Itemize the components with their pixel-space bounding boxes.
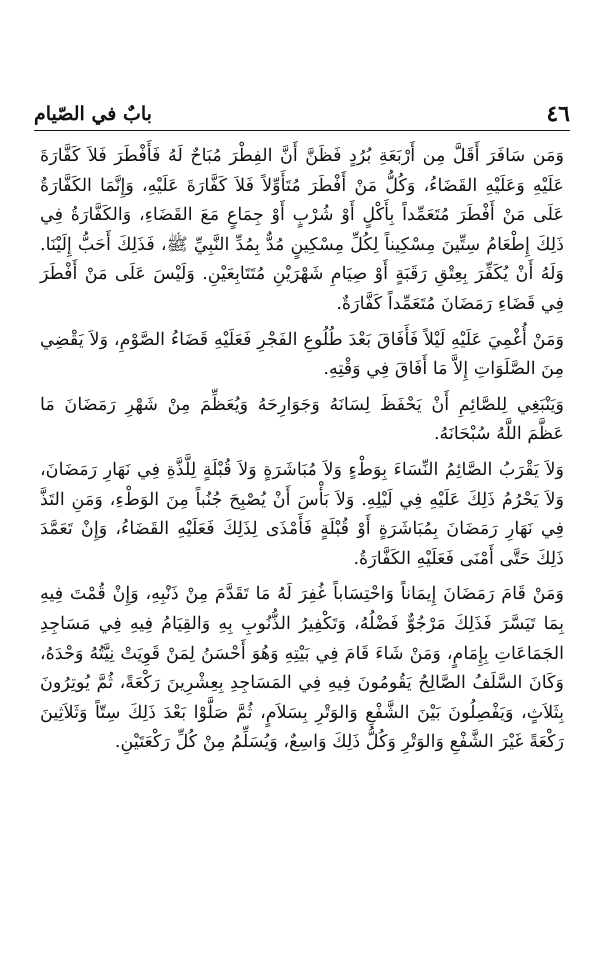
paragraph-guarding-tongue: وَيَنْبَغِي لِلصَّائِمِ أَنْ يَحْفَظَ لِسَانَهُ وَجَوَارِحَهُ وَيُعَظِّمَ مِنْ شَهْرِ رَمَضَانَ مَا عَظَّمَ اللَّهُ سُبْحَانَهُ.	[40, 394, 564, 445]
paragraph-unconscious: وَمَنْ أُغْمِيَ عَلَيْهِ لَيْلاً فَأَفَاقَ بَعْدَ طُلُوعِ الفَجْرِ فَعَلَيْهِ قَضَاءُ الصَّوْمِ، وَلاَ يَقْضِي مِنَ الصَّلَوَاتِ إِلاَّ مَا أَفَاقَ فِي وَقْتِهِ.	[40, 329, 564, 380]
paragraph-intimacy: وَلاَ يَقْرَبُ الصَّائِمُ النِّسَاءَ بِوَطْءٍ وَلاَ مُبَاشَرَةٍ وَلاَ قُبْلَةٍ لِلَّذَّةِ فِي نَهَارِ رَمَضَانَ، وَلاَ يَحْرُمُ ذَلِكَ عَلَيْهِ فِي لَيْلِهِ. وَلاَ بَأْسَ أَنْ يُصْبِحَ جُنُباً مِنَ الوَطْءِ، وَمَنِ التَذَّ فِي نَهَارِ رَمَضَانَ بِمُبَاشَرَةٍ أَوْ قُبْلَةٍ فَأَمْذَى لِذَلِكَ فَعَلَيْهِ القَضَاءُ، وَإِنْ تَعَمَّدَ ذَلِكَ حَتَّى أَمْنَى فَعَلَيْهِ الكَفَّارَةُ.	[40, 459, 564, 569]
body-text	[40, 142, 564, 764]
page-number: ٤٦	[546, 101, 570, 127]
paragraph-fasting-expiation: وَمَن سَافَرَ أَقَلَّ مِن أَرْبَعَةِ بُرُدٍ فَظَنَّ أَنَّ الفِطْرَ مُبَاحٌ لَهُ فَأَفْطَرَ فَلاَ كَفَّارَةَ عَلَيْهِ وَعَلَيْهِ القَضَاءُ، وَكُلُّ مَنْ أَفْطَرَ مُتَأَوِّلاً فَلاَ كَفَّارَةَ عَلَيْهِ، وَإِنَّمَا الكَفَّارَةُ عَلَى مَنْ أَفْطَرَ مُتَعَمِّداً بِأَكْلٍ أَوْ شُرْبٍ أَوْ جِمَاعٍ مَعَ القَضَاءِ، وَالكَفَّارَةُ فِي ذَلِكَ إِطْعَامُ سِتِّينَ مِسْكِيناً لِكُلِّ مِسْكِينٍ مُدٌّ بِمُدِّ النَّبِيِّ ﷺ، فَذَلِكَ أَحَبُّ إِلَيْنَا. وَلَهُ أَنْ يُكَفِّرَ بِعِتْقِ رَقَبَةٍ أَوْ صِيَامِ شَهْرَيْنِ مُتَتَابِعَيْنِ. وَلَيْسَ عَلَى مَنْ أَفْطَرَ فِي قَضَاءِ رَمَضَانَ مُتَعَمِّداً كَفَّارَةٌ.	[40, 146, 564, 314]
running-title: بابٌ في الصّيام	[34, 103, 152, 125]
paragraph-night-prayer: وَمَنْ قَامَ رَمَضَانَ إِيمَاناً وَاحْتِسَاباً غُفِرَ لَهُ مَا تَقَدَّمَ مِنْ ذَنْبِهِ، وَإِنْ قُمْتَ فِيهِ بِمَا تَيَسَّرَ فَذَلِكَ مَرْجُوٌّ فَضْلُهُ، وَتَكْفِيرُ الذُّنُوبِ بِهِ وَالقِيَامُ فِيهِ فِي مَسَاجِدِ الجَمَاعَاتِ بِإِمَامٍ، وَمَنْ شَاءَ قَامَ فِي بَيْتِهِ وَهُوَ أَحْسَنُ لِمَنْ قَوِيَتْ نِيَّتُهُ وَحْدَهُ، وَكَانَ السَّلَفُ الصَّالِحُ يَقُومُونَ فِيهِ فِي المَسَاجِدِ بِعِشْرِينَ رَكْعَةً، ثُمَّ يُوتِرُونَ بِثَلاَثٍ، وَيَفْصِلُونَ بَيْنَ الشَّفْعِ وَالوَتْرِ بِسَلاَمٍ، ثُمَّ صَلَّوْا بَعْدَ ذَلِكَ سِتّاً وَثَلاَثِينَ رَكْعَةً غَيْرَ الشَّفْعِ وَالوَتْرِ وَكُلُّ ذَلِكَ وَاسِعٌ، وَيُسَلِّمُ مِنْ كُلِّ رَكْعَتَيْنِ.	[40, 584, 564, 753]
running-header	[34, 100, 570, 131]
